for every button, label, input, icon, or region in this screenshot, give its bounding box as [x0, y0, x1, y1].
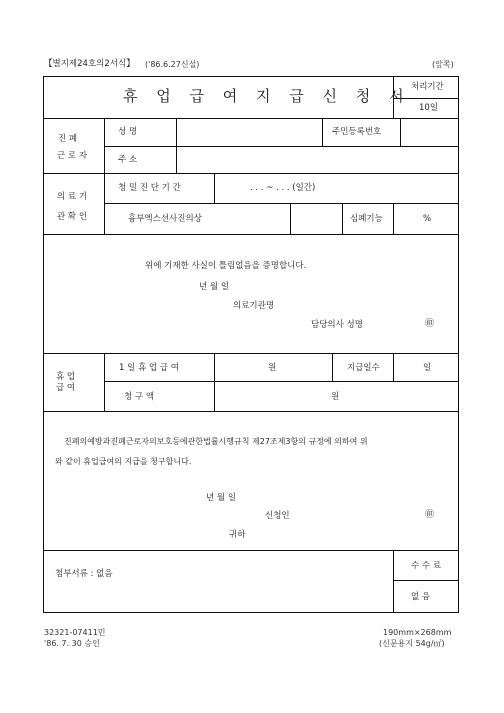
- medical-date-line[interactable]: 년 월 일: [199, 282, 230, 292]
- processing-period-value: 10일: [419, 103, 439, 113]
- front-side-label: (앞쪽): [432, 60, 454, 69]
- applicant-label: 신청인: [265, 511, 290, 521]
- claim-amount-unit[interactable]: 원: [331, 392, 340, 402]
- payment-days-label: 지급일수: [347, 363, 380, 373]
- medical-institution-label: 의료기관명: [233, 301, 275, 311]
- medical-section-label: 의 료 기: [57, 192, 88, 202]
- certification-text: 위에 기재한 사실이 틀림없음을 증명합니다.: [145, 261, 307, 271]
- name-field[interactable]: [178, 120, 320, 144]
- fee-value: 없 음: [411, 592, 431, 602]
- resident-number-field[interactable]: [402, 120, 457, 144]
- medical-section-label-2: 관 확 인: [57, 212, 88, 222]
- paper-size: 190mm×268mm: [383, 628, 452, 637]
- form-code: 32321-07411민: [44, 628, 106, 637]
- recipient-label: 귀하: [229, 530, 246, 540]
- claim-amount-label: 청 구 액: [124, 392, 155, 402]
- application-text-line1: 진폐의예방과진폐근로자의보호등에관한법률시행규칙 제27조제3항의 규정에 의하여 위: [64, 437, 368, 446]
- attachments-label: 첨부서류 : 없음: [55, 569, 113, 579]
- payment-days-unit[interactable]: 일: [423, 363, 432, 373]
- doctor-seal-icon: ㊞: [425, 319, 435, 329]
- worker-section-label: 진 폐: [58, 134, 78, 144]
- applicant-seal-icon: ㊞: [425, 510, 435, 520]
- daily-benefit-unit[interactable]: 원: [268, 363, 277, 373]
- lung-function-label: 심폐기능: [350, 214, 383, 224]
- form-number: 【별지제24호의2서식】: [44, 59, 135, 69]
- fee-label: 수 수 료: [411, 561, 442, 571]
- lung-function-unit: %: [423, 214, 432, 224]
- resident-number-label: 주민등록번호: [332, 127, 382, 137]
- diagnosis-period-label: 청 밀 진 단 기 간: [118, 183, 181, 193]
- doctor-name-label: 담당의사 성명: [311, 320, 363, 330]
- address-field[interactable]: [178, 148, 456, 171]
- chest-xray-label: 흉부엑스선사진의상: [128, 214, 202, 224]
- form-title: 휴 업 급 여 지 급 신 청 서: [123, 87, 411, 105]
- benefit-section-label: 휴 업: [56, 372, 76, 382]
- name-label: 성 명: [118, 127, 138, 137]
- daily-benefit-label: 1 일 휴 업 급 여: [119, 363, 179, 373]
- address-label: 주 소: [118, 155, 138, 165]
- application-date-line[interactable]: 년 월 일: [206, 493, 237, 503]
- diagnosis-period-field[interactable]: . . . ~ . . . (일간): [250, 183, 316, 193]
- benefit-section-label-2: 급 여: [56, 383, 76, 393]
- worker-section-label-2: 근 로 자: [57, 151, 88, 161]
- application-text-line2: 와 같이 휴업급여의 지급을 청구합니다.: [55, 457, 192, 466]
- processing-period-label: 처리기간: [411, 82, 444, 92]
- paper-type: (신문용지 54g/㎡): [379, 639, 445, 648]
- approval-date: '86. 7. 30 승인: [44, 639, 100, 648]
- revision-note: ('86.6.27신설): [145, 60, 200, 69]
